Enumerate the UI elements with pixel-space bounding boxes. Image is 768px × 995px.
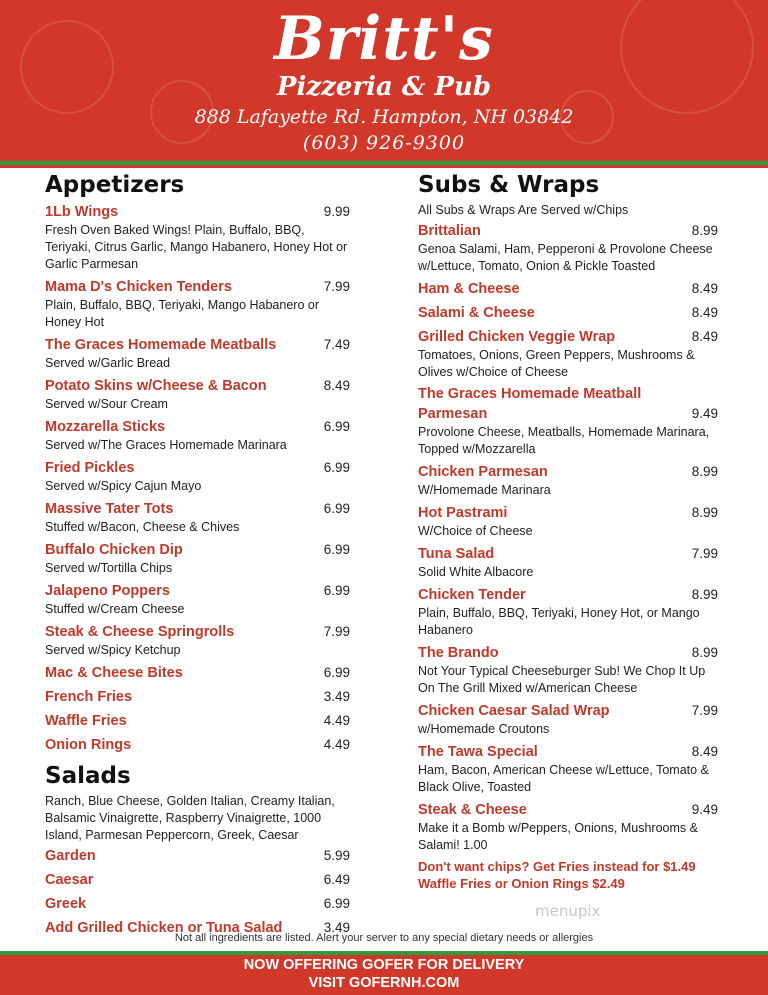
delivery-line: NOW OFFERING GOFER FOR DELIVERY xyxy=(243,957,525,973)
menu-item-name: Ham & Cheese xyxy=(418,281,520,297)
restaurant-phone: (603) 926-9300 xyxy=(302,132,466,154)
menu-item-description: w/Homemade Croutons xyxy=(418,722,550,736)
menu-item-name: Onion Rings xyxy=(45,737,132,753)
menu-item xyxy=(45,202,350,273)
menu-item-price: 8.49 xyxy=(691,744,718,759)
menu-item-row xyxy=(418,503,718,523)
menu-item-description: Not Your Typical Cheeseburger Sub! We Chop It Up On The Grill Mixed w/American Cheese xyxy=(418,664,706,695)
menu-item-price: 7.99 xyxy=(323,279,350,294)
allergy-disclaimer: Not all ingredients are listed. Alert your server to any special dietary needs or allergies xyxy=(174,932,594,944)
menu-item-price: 9.49 xyxy=(691,802,718,817)
menu-item-name: Mama D's Chicken Tenders xyxy=(45,279,232,295)
menu-item-description: Served w/Spicy Ketchup xyxy=(45,643,181,657)
menu-item-row xyxy=(418,303,718,323)
salad-list xyxy=(45,846,350,938)
restaurant-address: 888 Lafayette Rd. Hampton, NH 03842 xyxy=(194,106,574,128)
menu-item xyxy=(45,581,350,618)
menu-item-row xyxy=(418,742,718,762)
menu-item-description: Served w/Spicy Cajun Mayo xyxy=(45,479,202,493)
menu-item-row xyxy=(45,458,350,478)
menu-item-price: 4.49 xyxy=(323,713,350,728)
menu-item xyxy=(45,458,350,495)
menu-item-price: 7.99 xyxy=(323,624,350,639)
menu-item-description: Plain, Buffalo, BBQ, Teriyaki, Mango Habanero or Honey Hot xyxy=(45,298,319,329)
menu-item-description: Served w/Sour Cream xyxy=(45,397,168,411)
menu-item-row xyxy=(45,687,350,707)
menu-item-description: Genoa Salami, Ham, Pepperoni & Provolone Cheese w/Lettuce, Tomato, Onion & Pickle Toasted xyxy=(418,242,713,273)
menu-item-row xyxy=(418,327,718,347)
menu-item-price: 8.99 xyxy=(691,464,718,479)
menu-item-name: The Graces Homemade Meatballs xyxy=(45,337,277,353)
menu-item-row xyxy=(418,643,718,663)
menu-item-price: 6.99 xyxy=(323,896,350,911)
menu-item-description: Fresh Oven Baked Wings! Plain, Buffalo, BBQ, Teriyaki, Citrus Garlic, Mango Habanero, Honey Hot or Garlic Parmesan xyxy=(45,223,348,271)
menu-item xyxy=(45,540,350,577)
menu-item-name: Waffle Fries xyxy=(45,713,127,729)
menu-item-row xyxy=(418,404,718,424)
menu-item-name: Parmesan xyxy=(418,406,488,422)
menu-item-description: Plain, Buffalo, BBQ, Teriyaki, Honey Hot, or Mango Habanero xyxy=(418,606,700,637)
right-column xyxy=(418,168,718,892)
menu-item-price: 3.49 xyxy=(323,920,350,935)
menu-item-row xyxy=(45,711,350,731)
fries-upgrade-note: Don't want chips? Get Fries instead for $1.49 Waffle Fries or Onion Rings $2.49 xyxy=(418,859,696,891)
menu-item-description: W/Choice of Cheese xyxy=(418,524,533,538)
menu-item xyxy=(418,221,718,275)
menu-item-row xyxy=(45,499,350,519)
menu-item-row xyxy=(418,800,718,820)
menu-item xyxy=(418,385,718,458)
menu-item-name: Add Grilled Chicken or Tuna Salad xyxy=(45,920,283,936)
menu-item-row xyxy=(418,701,718,721)
menu-item xyxy=(45,687,350,707)
menu-item-description: Served w/Garlic Bread xyxy=(45,356,171,370)
menu-item-row xyxy=(45,376,350,396)
menu-item-name: Fried Pickles xyxy=(45,460,135,476)
menu-item-name: The Graces Homemade Meatball xyxy=(418,386,642,402)
menu-item-name: Salami & Cheese xyxy=(418,305,535,321)
menu-item-name: Chicken Tender xyxy=(418,587,526,603)
menu-item-price: 6.99 xyxy=(323,419,350,434)
menu-item-row xyxy=(45,622,350,642)
menu-item-row xyxy=(418,221,718,241)
menu-item-price: 8.99 xyxy=(691,223,718,238)
menu-item-name: Hot Pastrami xyxy=(418,505,508,521)
menu-item xyxy=(45,894,350,914)
menu-item xyxy=(45,622,350,659)
menu-item-price: 8.49 xyxy=(691,305,718,320)
menu-item-name: Buffalo Chicken Dip xyxy=(45,542,183,558)
menu-item-price: 9.99 xyxy=(323,204,350,219)
left-column xyxy=(45,168,350,942)
menu-item-price: 6.99 xyxy=(323,542,350,557)
menu-item xyxy=(418,303,718,323)
menu-item xyxy=(45,846,350,866)
menu-item-row xyxy=(45,663,350,683)
menu-item-name: Grilled Chicken Veggie Wrap xyxy=(418,329,616,345)
menu-item xyxy=(45,335,350,372)
menu-item-price: 6.49 xyxy=(323,872,350,887)
menu-item-price: 8.49 xyxy=(691,329,718,344)
menu-item-name: Garden xyxy=(45,848,96,864)
menu-item-price: 6.99 xyxy=(323,583,350,598)
menu-item-price: 8.49 xyxy=(691,281,718,296)
menu-item-row xyxy=(45,894,350,914)
menu-item-description: Solid White Albacore xyxy=(418,565,534,579)
menu-item-name: Greek xyxy=(45,896,87,912)
menu-item-description: Stuffed w/Bacon, Cheese & Chives xyxy=(45,520,240,534)
menu-header xyxy=(0,0,768,161)
menu-item-row xyxy=(45,735,350,755)
menu-item-name: Massive Tater Tots xyxy=(45,501,174,517)
menu-item-row xyxy=(45,870,350,890)
menu-item-name: Steak & Cheese Springrolls xyxy=(45,624,235,640)
menu-item xyxy=(45,735,350,755)
menu-item-description: W/Homemade Marinara xyxy=(418,483,551,497)
menu-item-price: 7.49 xyxy=(323,337,350,352)
menu-item-description: Ham, Bacon, American Cheese w/Lettuce, Tomato & Black Olive, Toasted xyxy=(418,763,709,794)
menu-item-description: Tomatoes, Onions, Green Peppers, Mushrooms & Olives w/Choice of Cheese xyxy=(418,348,695,379)
menu-item-price: 4.49 xyxy=(323,737,350,752)
restaurant-subtitle: Pizzeria & Pub xyxy=(276,72,492,102)
menu-item xyxy=(418,585,718,639)
menu-item-name: Mozzarella Sticks xyxy=(45,419,166,435)
menu-item-price: 8.99 xyxy=(691,505,718,520)
menu-item-name: The Tawa Special xyxy=(418,744,538,760)
menu-item-name: Mac & Cheese Bites xyxy=(45,665,183,681)
menu-item xyxy=(418,544,718,581)
menu-item-description: Served w/Tortilla Chips xyxy=(45,561,173,575)
menu-item xyxy=(45,663,350,683)
menu-item-description: Served w/The Graces Homemade Marinara xyxy=(45,438,287,452)
menu-item-description: Stuffed w/Cream Cheese xyxy=(45,602,185,616)
menu-item xyxy=(418,800,718,854)
menu-item-row xyxy=(45,540,350,560)
menu-item-name: French Fries xyxy=(45,689,133,705)
delivery-banner xyxy=(0,955,768,995)
menu-item-row xyxy=(45,277,350,297)
watermark: menupix xyxy=(535,902,601,920)
menu-item xyxy=(418,279,718,299)
subs-note: All Subs & Wraps Are Served w/Chips xyxy=(418,203,629,217)
menu-item-price: 6.99 xyxy=(323,665,350,680)
delivery-link[interactable]: VISIT GOFERNH.COM xyxy=(308,975,460,991)
menu-item-description: Provolone Cheese, Meatballs, Homemade Marinara, Topped w/Mozzarella xyxy=(418,425,710,456)
menu-item-name: The Brando xyxy=(418,645,499,661)
menu-item-price: 6.99 xyxy=(323,501,350,516)
menu-item xyxy=(45,277,350,331)
menu-item-price: 7.99 xyxy=(691,546,718,561)
subs-list xyxy=(418,221,718,854)
menu-item xyxy=(418,462,718,499)
menu-item-price: 8.99 xyxy=(691,587,718,602)
menu-item-price: 3.49 xyxy=(323,689,350,704)
appetizers-heading: Appetizers xyxy=(45,172,185,198)
menu-item-name: Steak & Cheese xyxy=(418,802,527,818)
menu-item-row xyxy=(418,279,718,299)
menu-item-row xyxy=(418,462,718,482)
subs-heading: Subs & Wraps xyxy=(418,172,600,198)
menu-item-price: 5.99 xyxy=(323,848,350,863)
menu-item-row xyxy=(45,335,350,355)
menu-item xyxy=(418,643,718,697)
menu-item-name: Chicken Parmesan xyxy=(418,464,548,480)
salad-dressings: Ranch, Blue Cheese, Golden Italian, Creamy Italian, Balsamic Vinaigrette, Raspberry Vinaigrette, 1000 Island, Parmesan Peppercorn, Greek, Caesar xyxy=(45,794,335,842)
menu-item xyxy=(45,499,350,536)
menu-item-name: 1Lb Wings xyxy=(45,204,119,220)
menu-item xyxy=(45,711,350,731)
menu-item-row xyxy=(418,544,718,564)
menu-item xyxy=(45,376,350,413)
menu-item-name: Potato Skins w/Cheese & Bacon xyxy=(45,378,267,394)
salads-heading: Salads xyxy=(45,763,131,789)
menu-item xyxy=(45,870,350,890)
menu-item xyxy=(418,742,718,796)
menu-item xyxy=(418,701,718,738)
menu-item-name: Tuna Salad xyxy=(418,546,495,562)
menu-item-row xyxy=(45,417,350,437)
menu-item xyxy=(418,327,718,381)
restaurant-name: Britt's xyxy=(274,4,494,74)
menu-item xyxy=(418,503,718,540)
menu-item xyxy=(45,417,350,454)
menu-item-row xyxy=(418,585,718,605)
menu-item-name: Brittalian xyxy=(418,223,481,239)
menu-item-name: Chicken Caesar Salad Wrap xyxy=(418,703,610,719)
menu-item-price: 6.99 xyxy=(323,460,350,475)
appetizer-list xyxy=(45,202,350,755)
menu-item-row xyxy=(45,846,350,866)
menu-item-description: Make it a Bomb w/Peppers, Onions, Mushrooms & Salami! 1.00 xyxy=(418,821,698,852)
menu-item-price: 7.99 xyxy=(691,703,718,718)
menu-item-price: 8.49 xyxy=(323,378,350,393)
menu-item-price: 9.49 xyxy=(691,406,718,421)
menu-item-row xyxy=(45,202,350,222)
menu-item-row xyxy=(45,581,350,601)
menu-item-price: 8.99 xyxy=(691,645,718,660)
menu-item-name: Jalapeno Poppers xyxy=(45,583,170,599)
menu-item-name: Caesar xyxy=(45,872,94,888)
